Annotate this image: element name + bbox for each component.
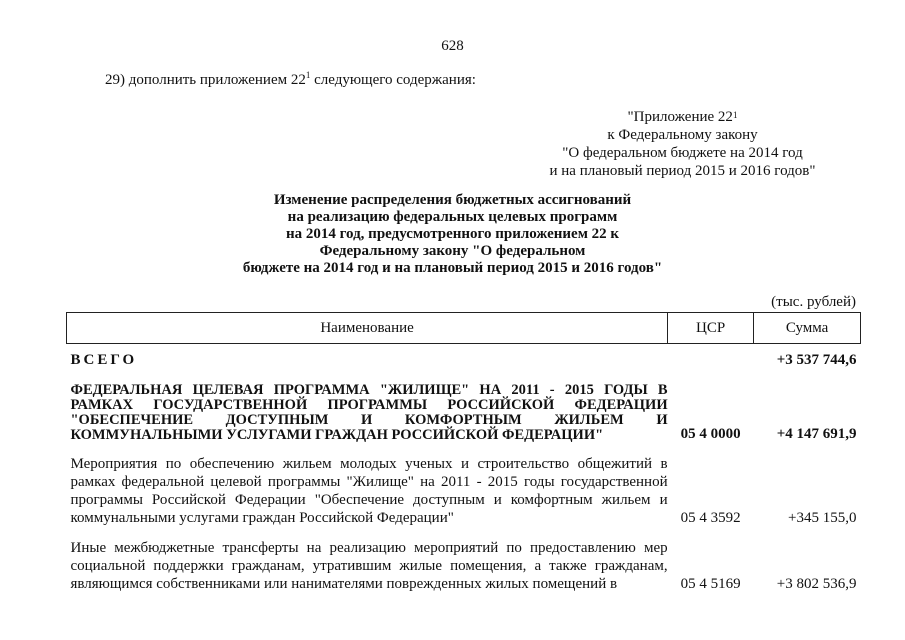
amendment-suffix: следующего содержания: (310, 72, 476, 88)
appendix-label: "Приложение 22 (627, 109, 733, 125)
item-sum: +345 155,0 (788, 510, 857, 526)
amendment-superscript: 1 (305, 70, 311, 80)
program-code: 05 4 0000 (680, 426, 741, 442)
page-number: 628 (441, 38, 464, 54)
table-header-row (67, 313, 861, 344)
program-row (67, 369, 861, 443)
total-code (668, 344, 754, 370)
title-line-5: бюджете на 2014 год и на плановый период 2015 и 2016 годов" (242, 260, 663, 276)
title-line-4: Федеральному закону "О федеральном (319, 243, 586, 259)
appendix-header (520, 108, 845, 180)
appendix-superscript: 1 (732, 110, 738, 120)
appendix-line-3: "О федеральном бюджете на 2014 год (562, 145, 803, 161)
header-code: ЦСР (668, 313, 754, 344)
amendment-line (105, 72, 476, 89)
table-row (67, 443, 861, 527)
item-code: 05 4 3592 (680, 510, 741, 526)
header-sum: Сумма (754, 313, 861, 344)
total-name: ВСЕГО (70, 352, 138, 368)
budget-table (66, 312, 861, 593)
amendment-prefix: 29) дополнить приложением 22 (105, 72, 306, 88)
program-name: ФЕДЕРАЛЬНАЯ ЦЕЛЕВАЯ ПРОГРАММА "ЖИЛИЩЕ" НА 2011 - 2015 ГОДЫ В РАМКАХ ГОСУДАРСТВЕННОЙ ПРОГРАММЫ РОССИЙСКОЙ ФЕДЕРАЦИИ "ОБЕСПЕЧЕНИЕ ДОСТУПНЫМ И КОМФОРТНЫМ ЖИЛЬЕМ И КОММУНАЛЬНЫМИ УСЛУГАМИ ГРАЖДАН РОССИЙСКОЙ ФЕДЕРАЦИИ" (70, 382, 668, 443)
units-label: (тыс. рублей) (771, 294, 856, 310)
document-title (200, 192, 705, 277)
header-name: Наименование (67, 313, 668, 344)
title-line-1: Изменение распределения бюджетных ассигнований (273, 192, 632, 208)
item-name: Иные межбюджетные трансферты на реализацию мероприятий по предоставлению мер социальной поддержки гражданам, утратившим жилые помещения, а также гражданам, являющимся собственниками или нанимателями поврежденных жилых помещений в (70, 540, 668, 592)
appendix-line-4: и на плановый период 2015 и 2016 годов" (549, 163, 816, 179)
item-code: 05 4 5169 (680, 576, 741, 592)
program-sum: +4 147 691,9 (776, 426, 857, 442)
title-line-3: на 2014 год, предусмотренного приложением 22 к (285, 226, 620, 242)
appendix-line-2: к Федеральному закону (607, 127, 758, 143)
total-row (67, 344, 861, 370)
table-row (67, 527, 861, 593)
item-name: Мероприятия по обеспечению жильем молодых ученых и строительство общежитий в рамках федеральной целевой программы "Жилище" на 2011 - 2015 годы государственной программы Российской Федерации "Обеспечение доступным и комфортным жильем и коммунальными услугами граждан Российской Федерации" (70, 456, 668, 526)
item-sum: +3 802 536,9 (776, 576, 857, 592)
total-sum: +3 537 744,6 (776, 352, 857, 368)
title-line-2: на реализацию федеральных целевых программ (287, 209, 618, 225)
appendix-line-1 (520, 108, 845, 126)
